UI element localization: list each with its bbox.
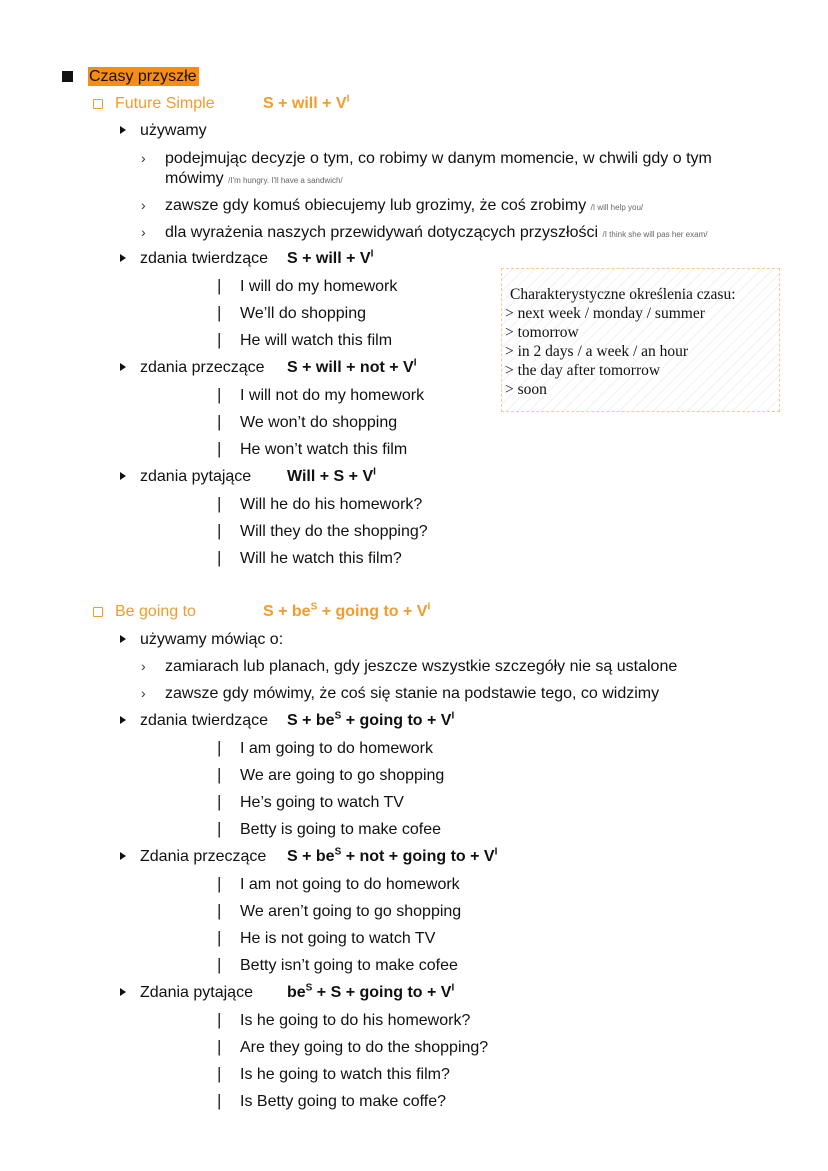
usage-item-3: dla wyrażenia naszych przewidywań dotyczących przyszłości /I think she will pas her exam/ bbox=[165, 224, 708, 241]
example: We’ll do shopping bbox=[240, 305, 367, 322]
pipe-bullet-icon: | bbox=[217, 738, 222, 757]
chevron-bullet-icon: › bbox=[141, 658, 146, 674]
affirmative-formula: S + will + $V^I$ bbox=[287, 248, 374, 267]
future-simple-formula: S + will + $V^I$ bbox=[263, 93, 350, 112]
pipe-bullet-icon: | bbox=[217, 303, 222, 322]
pipe-bullet-icon: | bbox=[217, 1091, 222, 1110]
pipe-bullet-icon: | bbox=[217, 928, 222, 947]
pipe-bullet-icon: | bbox=[217, 521, 222, 540]
question-label: Zdania pytające bbox=[140, 984, 253, 1001]
pipe-bullet-icon: | bbox=[217, 494, 222, 513]
negative-label: zdania przeczące bbox=[140, 359, 265, 376]
future-simple-heading: Future Simple bbox=[115, 95, 215, 112]
pipe-bullet-icon: | bbox=[217, 765, 222, 784]
box-item: > in 2 days / a week / an hour bbox=[505, 343, 689, 360]
square-bullet-icon bbox=[62, 71, 73, 82]
example: I will not do my homework bbox=[240, 387, 425, 404]
triangle-bullet-icon bbox=[120, 852, 126, 860]
chevron-bullet-icon: › bbox=[141, 685, 146, 701]
be-going-to-heading: Be going to bbox=[115, 603, 196, 620]
chevron-bullet-icon: › bbox=[141, 224, 146, 240]
example: Are they going to do the shopping? bbox=[240, 1039, 489, 1056]
pipe-bullet-icon: | bbox=[217, 792, 222, 811]
example: We won’t do shopping bbox=[240, 414, 398, 431]
example: Will he watch this film? bbox=[240, 550, 402, 567]
example-note: /I think she will pas her exam/ bbox=[602, 230, 708, 239]
example-note: /I'm hungry. I'll have a sandwich/ bbox=[228, 176, 343, 185]
affirmative-label: zdania twierdzące bbox=[140, 250, 269, 267]
example: Is he going to watch this film? bbox=[240, 1066, 450, 1083]
triangle-bullet-icon bbox=[120, 472, 126, 480]
example: He is not going to watch TV bbox=[240, 930, 436, 947]
pipe-bullet-icon: | bbox=[217, 412, 222, 431]
usage-item-2: zawsze gdy komuś obiecujemy lub grozimy, że coś zrobimy /I will help you/ bbox=[165, 197, 644, 214]
pipe-bullet-icon: | bbox=[217, 548, 222, 567]
chevron-bullet-icon: › bbox=[141, 197, 146, 213]
negative-label: Zdania przeczące bbox=[140, 848, 267, 865]
pipe-bullet-icon: | bbox=[217, 1037, 222, 1056]
pipe-bullet-icon: | bbox=[217, 901, 222, 920]
pipe-bullet-icon: | bbox=[217, 439, 222, 458]
time-expressions-box bbox=[501, 268, 780, 412]
box-item: > soon bbox=[505, 381, 547, 398]
chevron-bullet-icon: › bbox=[141, 150, 146, 166]
usage-item-1-line1: podejmując decyzje o tym, co robimy w danym momencie, w chwili gdy o tym bbox=[165, 150, 712, 167]
pipe-bullet-icon: | bbox=[217, 819, 222, 838]
usage-item-1: zamiarach lub planach, gdy jeszcze wszystkie szczegóły nie są ustalone bbox=[165, 658, 678, 675]
triangle-bullet-icon bbox=[120, 363, 126, 371]
usage-label: używamy bbox=[140, 122, 207, 139]
box-heading: Charakterystyczne określenia czasu: bbox=[510, 286, 736, 303]
example: He’s going to watch TV bbox=[240, 794, 404, 811]
be-going-to-formula: $S + be^S$ + going to + $V^I$ bbox=[263, 601, 431, 620]
triangle-bullet-icon bbox=[120, 635, 126, 643]
question-formula: Will + $S + V^I$ bbox=[287, 466, 376, 485]
usage-item-2: zawsze gdy mówimy, że coś się stanie na podstawie tego, co widzimy bbox=[165, 685, 660, 702]
example: We aren’t going to go shopping bbox=[240, 903, 462, 920]
example: I will do my homework bbox=[240, 278, 398, 295]
example: Betty is going to make cofee bbox=[240, 821, 441, 838]
checkbox-bullet-icon bbox=[93, 607, 103, 617]
affirmative-formula: $S + be^S$ + going to + $V^I$ bbox=[287, 710, 455, 729]
pipe-bullet-icon: | bbox=[217, 955, 222, 974]
example: Is Betty going to make coffe? bbox=[240, 1093, 447, 1110]
example: Will he do his homework? bbox=[240, 496, 423, 513]
pipe-bullet-icon: | bbox=[217, 385, 222, 404]
example-note: /I will help you/ bbox=[590, 203, 644, 212]
triangle-bullet-icon bbox=[120, 988, 126, 996]
box-item: > next week / monday / summer bbox=[505, 305, 705, 322]
example: Betty isn’t going to make cofee bbox=[240, 957, 458, 974]
affirmative-label: zdania twierdzące bbox=[140, 712, 269, 729]
triangle-bullet-icon bbox=[120, 716, 126, 724]
example: I am going to do homework bbox=[240, 740, 433, 757]
usage-item-1-line2: mówimy /I'm hungry. I'll have a sandwich/ bbox=[165, 170, 343, 187]
example: I am not going to do homework bbox=[240, 876, 460, 893]
section-title: Czasy przyszłe bbox=[89, 68, 197, 85]
triangle-bullet-icon bbox=[120, 254, 126, 262]
box-item: > the day after tomorrow bbox=[505, 362, 661, 379]
checkbox-bullet-icon bbox=[93, 99, 103, 109]
example: We are going to go shopping bbox=[240, 767, 445, 784]
example: Is he going to do his homework? bbox=[240, 1012, 471, 1029]
pipe-bullet-icon: | bbox=[217, 1064, 222, 1083]
example: He will watch this film bbox=[240, 332, 393, 349]
question-formula: $be^S + S$ + going to + $V^I$ bbox=[287, 982, 455, 1001]
negative-formula: S + will + not + $V^I$ bbox=[287, 357, 417, 376]
example: He won’t watch this film bbox=[240, 441, 408, 458]
example: Will they do the shopping? bbox=[240, 523, 428, 540]
negative-formula: $S + be^S$ + not + going to + $V^I$ bbox=[287, 846, 498, 865]
pipe-bullet-icon: | bbox=[217, 276, 222, 295]
triangle-bullet-icon bbox=[120, 126, 126, 134]
usage-label: używamy mówiąc o: bbox=[140, 631, 284, 648]
pipe-bullet-icon: | bbox=[217, 1010, 222, 1029]
question-label: zdania pytające bbox=[140, 468, 252, 485]
box-item: > tomorrow bbox=[505, 324, 579, 341]
pipe-bullet-icon: | bbox=[217, 330, 222, 349]
pipe-bullet-icon: | bbox=[217, 874, 222, 893]
